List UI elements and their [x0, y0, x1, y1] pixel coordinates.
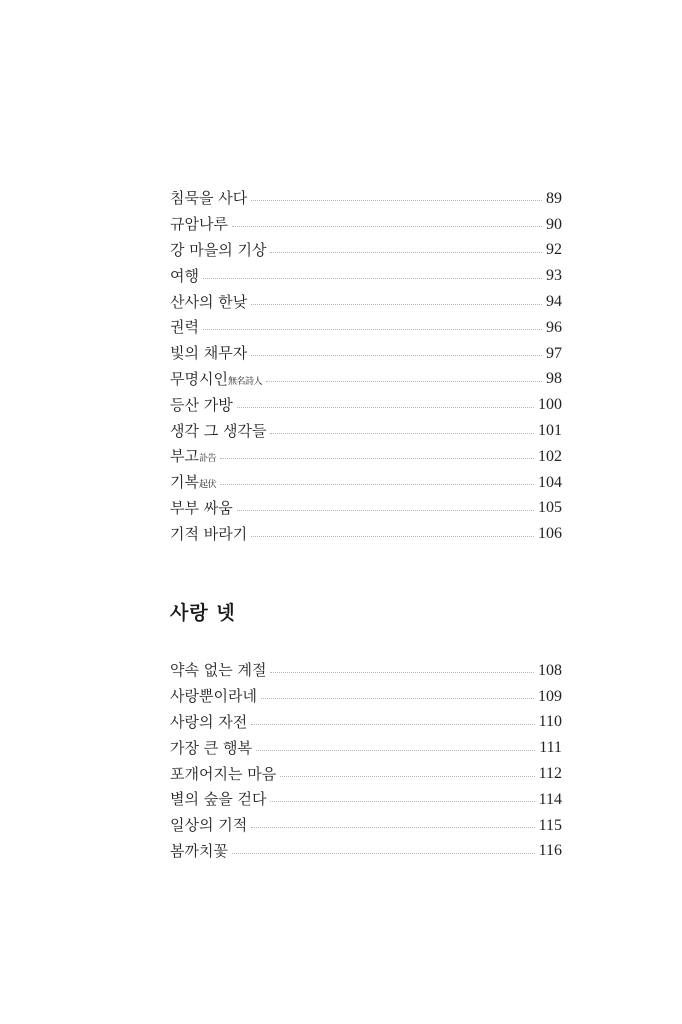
toc-entry-page: 90: [546, 215, 562, 233]
dot-leader: [256, 750, 535, 751]
dot-leader: [270, 672, 534, 673]
toc-entry-page: 93: [546, 267, 562, 285]
toc-entry[interactable]: [170, 444, 562, 470]
toc-entry-page: 94: [546, 293, 562, 311]
toc-entry[interactable]: [170, 658, 562, 684]
toc-entry[interactable]: [170, 787, 562, 813]
toc-entry-page: 109: [538, 687, 562, 705]
toc-entry[interactable]: [170, 470, 562, 496]
dot-leader: [270, 252, 542, 253]
toc-entry[interactable]: [170, 212, 562, 238]
toc-entry[interactable]: [170, 367, 562, 393]
toc-entry-title: 빛의 채무자: [170, 344, 248, 363]
toc-entry-title: 생각 그 생각들: [170, 421, 267, 440]
dot-leader: [251, 827, 534, 828]
toc-entry-title: 여행: [170, 266, 199, 285]
dot-leader: [270, 433, 534, 434]
toc-entry-page: 98: [546, 370, 562, 388]
dot-leader: [232, 853, 535, 854]
toc-entry-page: 106: [538, 525, 562, 543]
toc-entry-page: 92: [546, 241, 562, 259]
toc-entry[interactable]: [170, 684, 562, 710]
dot-leader: [266, 381, 542, 382]
toc-entry[interactable]: [170, 315, 562, 341]
toc-entry-title: 사랑뿐이라네: [170, 687, 257, 706]
dot-leader: [280, 776, 534, 777]
toc-entry-title: 사랑의 자전: [170, 712, 248, 731]
toc-entry-title: 무명시인無名詩人: [170, 369, 262, 388]
dot-leader: [237, 510, 534, 511]
section-heading: 사랑 넷: [170, 602, 236, 624]
dot-leader: [220, 458, 534, 459]
toc-entry[interactable]: [170, 813, 562, 839]
toc-entry[interactable]: [170, 710, 562, 736]
toc-entry-page: 104: [538, 473, 562, 491]
toc-entry[interactable]: [170, 735, 562, 761]
toc-entry-page: 102: [538, 447, 562, 465]
toc-entry-title: 산사의 한낮: [170, 292, 248, 311]
toc-entry-title: 봄까치꽃: [170, 841, 228, 860]
dot-leader: [251, 536, 534, 537]
dot-leader: [261, 698, 534, 699]
toc-entry[interactable]: [170, 839, 562, 865]
toc-entry-title: 기적 바라기: [170, 524, 248, 543]
toc-entry[interactable]: [170, 238, 562, 264]
toc-entry-title: 별의 숲을 걷다: [170, 790, 267, 809]
hanja-annotation: 無名詩人: [227, 376, 262, 387]
toc-entry-page: 97: [546, 344, 562, 362]
toc-entry[interactable]: [170, 496, 562, 522]
dot-leader: [232, 226, 542, 227]
toc-entry[interactable]: [170, 341, 562, 367]
dot-leader: [251, 200, 542, 201]
dot-leader: [237, 407, 534, 408]
dot-leader: [203, 329, 542, 330]
toc-entry-title: 강 마을의 기상: [170, 240, 267, 259]
toc-list-part2: [170, 658, 562, 864]
toc-entry-page: 89: [546, 189, 562, 207]
toc-entry-title: 등산 가방: [170, 395, 233, 414]
toc-entry-title: 약속 없는 계절: [170, 661, 267, 680]
hanja-annotation: 訃告: [198, 454, 216, 465]
toc-entry-title: 권력: [170, 318, 199, 337]
toc-entry[interactable]: [170, 289, 562, 315]
toc-entry[interactable]: [170, 186, 562, 212]
toc-entry-title: 침묵을 사다: [170, 189, 248, 208]
hanja-annotation: 起伏: [198, 480, 216, 491]
toc-entry[interactable]: [170, 263, 562, 289]
toc-entry-page: 96: [546, 318, 562, 336]
toc-entry-page: 105: [538, 499, 562, 517]
dot-leader: [251, 724, 534, 725]
dot-leader: [251, 304, 542, 305]
toc-entry-page: 101: [538, 422, 562, 440]
dot-leader: [251, 355, 542, 356]
toc-entry-title: 일상의 기적: [170, 816, 248, 835]
toc-entry-title: 기복起伏: [170, 473, 216, 492]
toc-entry-page: 115: [538, 816, 562, 834]
toc-entry-title: 부부 싸움: [170, 498, 233, 517]
toc-entry[interactable]: [170, 392, 562, 418]
toc-entry-page: 116: [538, 842, 562, 860]
toc-entry[interactable]: [170, 418, 562, 444]
toc-entry-page: 112: [538, 765, 562, 783]
toc-entry[interactable]: [170, 761, 562, 787]
toc-entry-title: 규암나루: [170, 215, 228, 234]
toc-entry-title: 부고訃告: [170, 447, 216, 466]
toc-entry-page: 108: [538, 661, 562, 679]
dot-leader: [220, 484, 534, 485]
toc-entry-title: 포개어지는 마음: [170, 764, 277, 783]
toc-entry[interactable]: [170, 521, 562, 547]
toc-entry-page: 110: [538, 713, 562, 731]
toc-entry-page: 100: [538, 396, 562, 414]
toc-list-part1: [170, 186, 562, 547]
toc-entry-page: 114: [538, 790, 562, 808]
dot-leader: [270, 801, 534, 802]
dot-leader: [203, 278, 542, 279]
toc-entry-title: 가장 큰 행복: [170, 738, 252, 757]
toc-entry-page: 111: [539, 739, 562, 757]
